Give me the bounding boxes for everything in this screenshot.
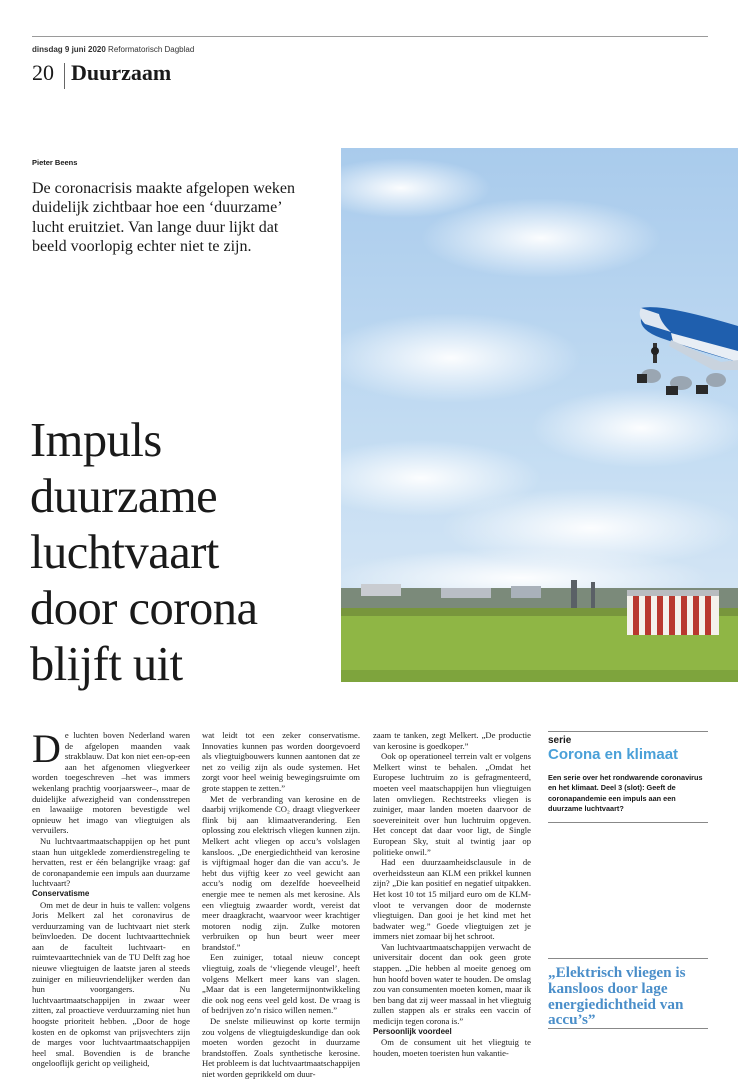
paragraph: Met de verbranding van kerosine en de daarbij vrijkomende CO₂ draagt vliegverkeer flink bij aan klimaatverandering. Een oplossing zou elektrisch vliegen kunnen zijn. Melkert acht vliegen op accu’s volslagen kansloos. „De energiedichtheid van kerosine is vijftigmaal hoger dan die van accu’s. Je hebt dus vijftig keer zo veel gewicht aan accu’s nodig om dezelfde hoeveelheid energie mee te nemen als met kerosine. Als een vliegtuig zwaarder wordt, vereist dat meer draagkracht, waarvoor weer krachtiger motoren nodig zijn. Zulke motoren verbruiken op hun beurt weer meer brandstof.” (202, 793, 360, 952)
paragraph: wat leidt tot een zeker conservatisme. Innovaties kunnen pas worden doorgevoerd als vliegtuigbouwers kunnen aantonen dat ze net zo veilig zijn als oude systemen. Het zorgt voor heel weinig bewegingsruimte om grote stappen te zetten.” (202, 730, 360, 793)
headline-line: luchtvaart (30, 526, 219, 579)
quote-top-rule (548, 958, 708, 959)
quote-bottom-rule (548, 1028, 708, 1029)
headline-line: duurzame (30, 470, 218, 523)
section-title: Duurzaam (71, 60, 172, 85)
sidebar-bottom-rule (548, 822, 708, 823)
airplane-photo (341, 148, 738, 682)
paragraph: Ook op operationeel terrein valt er volgens Melkert winst te behalen. „Omdat het Europese luchtruim zo is gefragmenteerd, moeten veel maatschappijen hun vliegtuigen laten omvliegen. Rechtstreeks vliegen is zuiniger, maar landen moeten daarvoor de soevereiniteit over hun luchtruim opgeven. Het concept dat daar voor ligt, de Single European Sky, stuit al twintig jaar op politieke onwil.” (373, 751, 531, 857)
headline-line: door corona (30, 582, 258, 635)
subheading: Persoonlijk voordeel (373, 1026, 452, 1036)
top-rule (32, 36, 708, 37)
paragraph: Had een duurzaamheidsclausule in de overheidssteun aan KLM een prikkel kunnen zijn? „Die kan positief en negatief uitpakken. Het kost 10 tot 15 miljard euro om de KLM-vloot te vervangen door de modernste vliegtuigen. Dan gooi je het kind met het badwater weg.” Goede vliegtuigen zet je immers niet zomaar bij het schroot. (373, 857, 531, 942)
pull-quote: „Elektrisch vliegen is kansloos door lage energiedichtheid van accu’s” (548, 964, 686, 1029)
series-label: serie (548, 735, 572, 746)
publication-date-line (32, 45, 194, 54)
publication-name: Reformatorisch Dagblad (108, 45, 195, 54)
sidebar-top-rule (548, 731, 708, 732)
article-column-3 (373, 730, 531, 1058)
headline (30, 413, 330, 693)
article-column-1 (32, 726, 190, 1069)
paragraph: Om de consument uit het vliegtuig te houden, moeten toeristen hun vakantie- (373, 1037, 531, 1058)
paragraph: Nu luchtvaartmaatschappijen op het punt staan hun uitgeklede zomerdienstregeling te hervatten, rest er één belangrijke vraag: gaf de coronapandemie een impuls aan duurzame luchtvaart? (32, 835, 190, 889)
page-number-divider (64, 63, 65, 89)
headline-line: Impuls (30, 414, 162, 467)
byline: Pieter Beens (32, 158, 78, 167)
paragraph: Om met de deur in huis te vallen: volgens Joris Melkert zal het coronavirus de verduurzaming van de luchtvaart niet sterk beïnvloeden. De docent luchtvaarttechniek aan de faculteit luchtvaart- en ruimtevaarttechniek van de TU Delft zag hoe nieuwe vliegtuigen de laatste jaren al steeds zuiniger en milieuvriendelijker werden dan hun voorgangers. Nu luchtvaartmaatschappijen in zwaar weer zitten, zal proactieve verduurzaming niet hun hoogste prioriteit hebben. „Door de hoge kosten en de opkomst van prijsvechters zijn de marges voor luchtvaartmaatschappijen heel smal. Bovendien is de branche ongelooflijk gericht op veiligheid, (32, 899, 190, 1069)
headline-line: blijft uit (30, 638, 183, 691)
paragraph: De snelste milieuwinst op korte termijn zou volgens de vliegtuigdeskundige dan ook moeten worden gezocht in duurzame brandstoffen. Zoals synthetische kerosine. Het probleem is dat luchtvaartmaatschappijen niet worden geprikkeld om duur- (202, 1016, 360, 1079)
paragraph: Van luchtvaartmaatschappijen verwacht de universitair docent dan ook geen grote stappen. „Die hebben al moeite genoeg om hun hoofd boven water te houden. De omslag zou van consumenten moeten komen, maar ik ben bang dat zij weer massaal in het vliegtuig zullen stappen als er straks een vaccin of medicijn tegen corona is.” (373, 941, 531, 1027)
series-title: Corona en klimaat (548, 746, 679, 763)
intro-text: De coronacrisis maakte afgelopen weken duidelijk zichtbaar hoe een ‘duurzame’ lucht eruitziet. Van lange duur lijkt dat beeld voorlopig echter niet te zijn. (32, 180, 295, 255)
series-description: Een serie over het rondwarende coronavirus en het klimaat. Deel 3 (slot): Geeft de coronapandemie een impuls aan een duurzame luchtvaart? (548, 773, 703, 814)
subheading: Conservatisme (32, 888, 90, 898)
page-number: 20 (32, 60, 54, 85)
paragraph: Een zuiniger, totaal nieuw concept vliegtuig, zoals de ‘vliegende vleugel’, heeft volgens Melkert meer kans van slagen. „Maar dat is een langetermijnontwikkeling die ook nog eens veel geld kost. De vraag is of bedrijven zo’n risico willen nemen.” (202, 952, 360, 1016)
paragraph: zaam te tanken, zegt Melkert. „De productie van kerosine is goedkoper.” (373, 730, 531, 751)
article-column-2 (202, 730, 360, 1080)
paragraph: e luchten boven Nederland waren de afgelopen maanden vaak strakblauw. Dat kon niet een-op-een aan het afgenomen vliegverkeer worden toegeschreven –het was immers wekenlang prachtig voorjaarsweer–, maar de duidelijke afwezigheid van condensstrepen en lawaaiige motoren bevestigde wel opnieuw het imago van vliegtuigen als vervuilers. (32, 730, 190, 836)
radar-hut-icon (627, 590, 719, 635)
publication-date: dinsdag 9 juni 2020 (32, 45, 106, 54)
dropcap: D (32, 726, 61, 771)
